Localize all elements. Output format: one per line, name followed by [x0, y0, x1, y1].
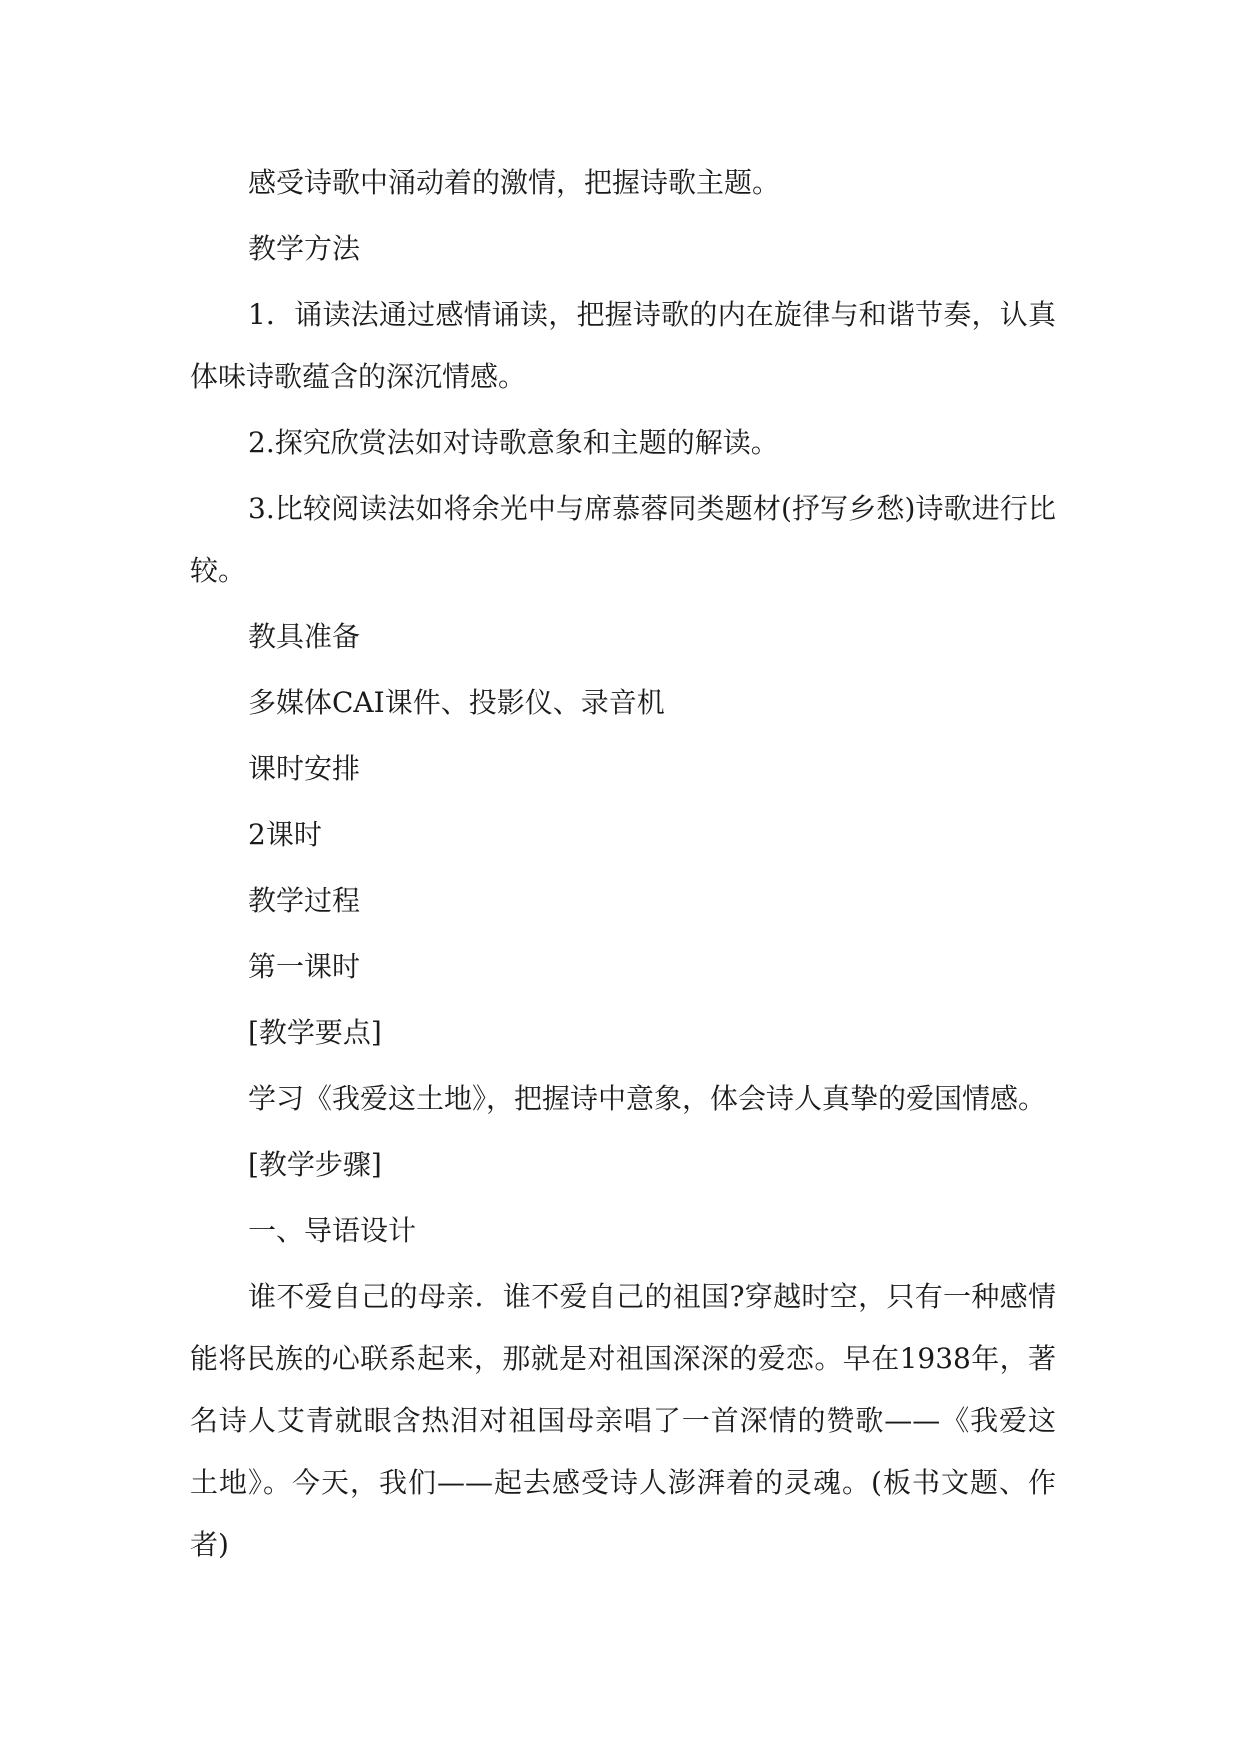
heading-teaching-points: [教学要点]	[248, 1016, 382, 1049]
heading-teaching-aids: 教具准备	[248, 620, 361, 653]
heading-teaching-methods: 教学方法	[248, 232, 361, 265]
paragraph-intro: 谁不爱自己的母亲．谁不爱自己的祖国?穿越时空，只有一种感情能将民族的心联系起来，那就是对祖国深深的爱恋。早在1938年，著名诗人艾青就眼含热泪对祖国母亲唱了一首深情的赞歌——《我爱这土地》。今天，我们——起去感受诗人澎湃着的灵魂。(板书文题、作者)	[190, 1280, 1056, 1561]
paragraph-goal: 感受诗歌中涌动着的激情，把握诗歌主题。	[248, 166, 781, 199]
paragraph-method-2: 2.探究欣赏法如对诗歌意象和主题的解读。	[248, 426, 779, 459]
paragraph-method-1: 1．诵读法通过感情诵读，把握诗歌的内在旋律与和谐节奏，认真体味诗歌蕴含的深沉情感。	[190, 298, 1056, 393]
heading-teaching-steps: [教学步骤]	[248, 1148, 382, 1181]
document-body	[190, 152, 1056, 1576]
paragraph-class-count: 2课时	[248, 818, 322, 851]
paragraph-teaching-aids: 多媒体CAI课件、投影仪、录音机	[248, 686, 665, 719]
heading-class-schedule: 课时安排	[248, 752, 361, 785]
heading-teaching-process: 教学过程	[248, 884, 361, 917]
heading-first-lesson: 第一课时	[248, 950, 361, 983]
paragraph-teaching-points: 学习《我爱这土地》，把握诗中意象，体会诗人真挚的爱国情感。	[248, 1082, 1047, 1115]
paragraph-method-3: 3.比较阅读法如将余光中与席慕蓉同类题材(抒写乡愁)诗歌进行比较。	[190, 492, 1056, 587]
heading-intro-design: 一、导语设计	[248, 1214, 417, 1247]
